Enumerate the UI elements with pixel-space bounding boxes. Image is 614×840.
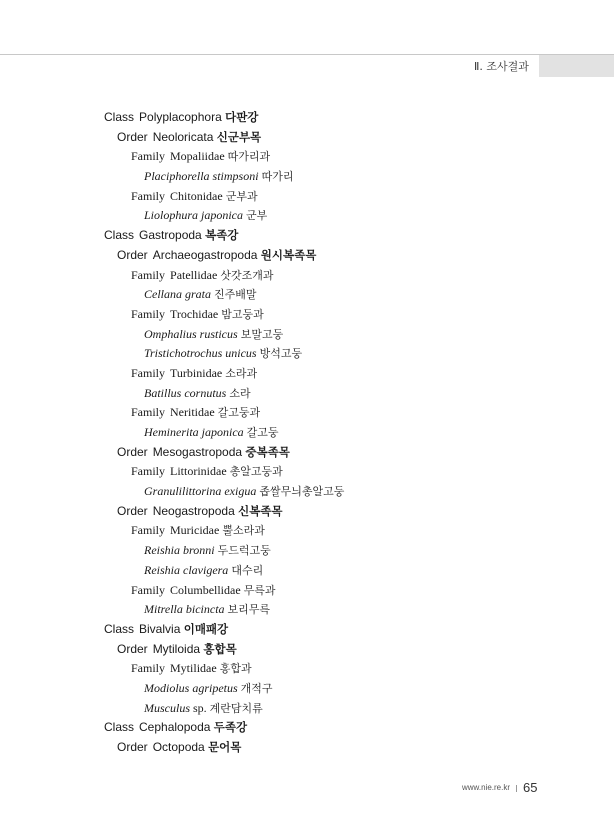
taxon-rank: Family [131,149,166,164]
taxon-korean-name: 진주배말 [214,288,257,302]
taxon-rank: Class [104,228,135,243]
section-title: Ⅱ. 조사결과 [474,60,529,73]
taxon-scientific-name: Modiolus agripetus [144,680,238,695]
taxon-korean-name: 두족강 [213,720,248,735]
taxonomy-list [0,108,614,758]
taxon-korean-name: 홍합과 [219,662,252,676]
taxon-order [0,128,614,148]
taxon-rank: Order [117,129,148,144]
taxon-order [0,246,614,266]
taxon-species [0,344,614,364]
taxon-korean-name: 따가리 [261,170,294,184]
page-number: 65 [523,780,538,795]
taxon-scientific-name: Mytiloida [152,641,201,656]
taxon-species [0,699,614,719]
taxon-family [0,305,614,325]
taxon-family [0,521,614,541]
taxon-scientific-name: Gastropoda [139,228,202,243]
taxon-scientific-name: Bivalvia [139,621,181,636]
taxon-scientific-name: Neritidae [170,405,215,420]
taxon-species [0,541,614,561]
taxon-order [0,502,614,522]
taxon-korean-name: 총알고둥과 [229,465,283,479]
taxon-scientific-name: Neogastropoda [152,503,235,518]
taxon-scientific-name: Liolophura japonica [144,208,244,223]
taxon-rank: Order [117,247,148,262]
taxon-korean-name: 복족강 [205,228,239,243]
taxon-family [0,147,614,167]
taxon-scientific-name: Tristichotrochus unicus [144,346,257,361]
taxon-korean-name: 신복족목 [238,503,283,518]
taxon-korean-name: 두드럭고둥 [217,544,271,558]
taxon-species [0,206,614,226]
taxon-korean-name: 소라과 [225,366,258,380]
taxon-korean-name: 뿔소라과 [222,524,265,538]
taxon-scientific-name: Batillus cornutus [144,385,227,400]
taxon-species [0,285,614,305]
taxon-korean-name: 개적구 [240,681,273,695]
taxon-scientific-name: Placiphorella stimpsoni [144,169,259,184]
taxon-rank: Family [131,188,166,203]
taxon-species [0,167,614,187]
taxon-rank: Order [117,641,148,656]
taxon-order [0,738,614,758]
taxon-rank: Class [104,110,135,124]
footer-separator [516,785,517,792]
taxon-rank: Family [131,523,166,538]
taxon-species [0,600,614,620]
taxon-korean-name: 군부 [246,209,268,223]
taxon-rank: Class [104,720,135,735]
taxon-family [0,187,614,207]
taxon-korean-name: 다판강 [225,110,259,124]
taxon-rank: Family [131,661,166,676]
taxon-korean-name: 소라 [229,386,251,400]
taxon-rank: Class [104,621,135,636]
taxon-korean-name: 좁쌀무늬총알고둥 [259,485,345,499]
taxon-order [0,443,614,463]
page-footer [462,780,537,796]
header-tab-block [539,55,614,77]
taxon-korean-name: 갈고둥과 [217,406,261,420]
taxon-rank: Family [131,582,166,597]
taxon-species [0,325,614,345]
taxon-scientific-name: Cellana grata [144,287,212,302]
taxon-scientific-name: Muricidae [170,523,220,538]
taxon-species [0,482,614,502]
taxon-korean-name: 따가리과 [227,150,271,164]
taxon-scientific-name: Patellidae [170,267,218,282]
taxon-class [0,620,614,640]
taxon-korean-name: 문어목 [208,740,242,754]
taxon-korean-name: 중복족목 [245,444,290,459]
taxon-species-suffix: sp. [193,700,207,715]
taxon-scientific-name: Littorinidae [170,464,227,479]
taxon-order [0,640,614,660]
taxon-family [0,659,614,679]
taxon-korean-name: 군부과 [225,189,258,203]
taxon-scientific-name: Octopoda [152,740,205,754]
taxon-scientific-name: Mesogastropoda [152,444,243,459]
taxon-korean-name: 신군부목 [216,129,262,144]
taxon-scientific-name: Heminerita japonica [144,425,244,439]
taxon-scientific-name: Trochidae [170,306,219,321]
taxon-species [0,423,614,443]
taxon-species [0,561,614,581]
taxon-family [0,266,614,286]
taxon-scientific-name: Archaeogastropoda [152,247,258,262]
taxon-rank: Family [131,306,166,321]
taxon-rank: Order [117,503,148,518]
taxon-scientific-name: Turbinidae [170,365,223,380]
taxon-korean-name: 대수리 [231,563,264,577]
taxon-scientific-name: Omphalius rusticus [144,326,238,341]
taxon-rank: Family [131,464,166,479]
taxon-rank: Order [117,740,148,754]
taxon-scientific-name: Mopaliidae [170,149,225,164]
taxon-species [0,384,614,404]
taxon-korean-name: 밤고둥과 [221,307,264,321]
taxon-korean-name: 홍합목 [203,641,237,656]
taxon-scientific-name: Reishia bronni [144,543,215,558]
taxon-korean-name: 보리무륵 [227,603,271,617]
taxon-rank: Family [131,365,166,380]
header-rule [0,54,614,55]
taxon-scientific-name: Neoloricata [152,129,214,144]
taxon-family [0,581,614,601]
taxon-class [0,718,614,738]
taxon-species [0,679,614,699]
taxon-korean-name: 원시복족목 [260,247,317,262]
taxon-korean-name: 방석고둥 [259,347,303,361]
taxon-korean-name: 계란담치류 [209,701,263,715]
taxon-scientific-name: Mitrella bicincta [144,602,225,617]
taxon-scientific-name: Granulilittorina exigua [144,484,257,499]
taxon-korean-name: 보말고둥 [240,327,284,341]
taxon-korean-name: 삿갓조개과 [220,268,274,282]
taxon-scientific-name: Cephalopoda [139,720,211,735]
taxon-scientific-name: Mytilidae [170,661,217,676]
footer-url: www.nie.re.kr [462,783,511,792]
taxon-scientific-name: Polyplacophora [139,110,222,124]
taxon-scientific-name: Columbellidae [170,582,241,597]
taxon-korean-name: 이매패강 [183,621,229,636]
taxon-scientific-name: Reishia clavigera [144,562,229,577]
taxon-scientific-name: Musculus [144,700,190,715]
taxon-rank: Order [117,444,148,459]
taxon-family [0,364,614,384]
taxon-scientific-name: Chitonidae [170,188,223,203]
taxon-korean-name: 갈고둥 [246,426,279,439]
taxon-rank: Family [131,405,166,420]
taxon-korean-name: 무륵과 [243,583,276,597]
taxon-class [0,108,614,128]
taxon-class [0,226,614,246]
taxon-family [0,403,614,423]
taxon-family [0,462,614,482]
taxon-rank: Family [131,267,166,282]
